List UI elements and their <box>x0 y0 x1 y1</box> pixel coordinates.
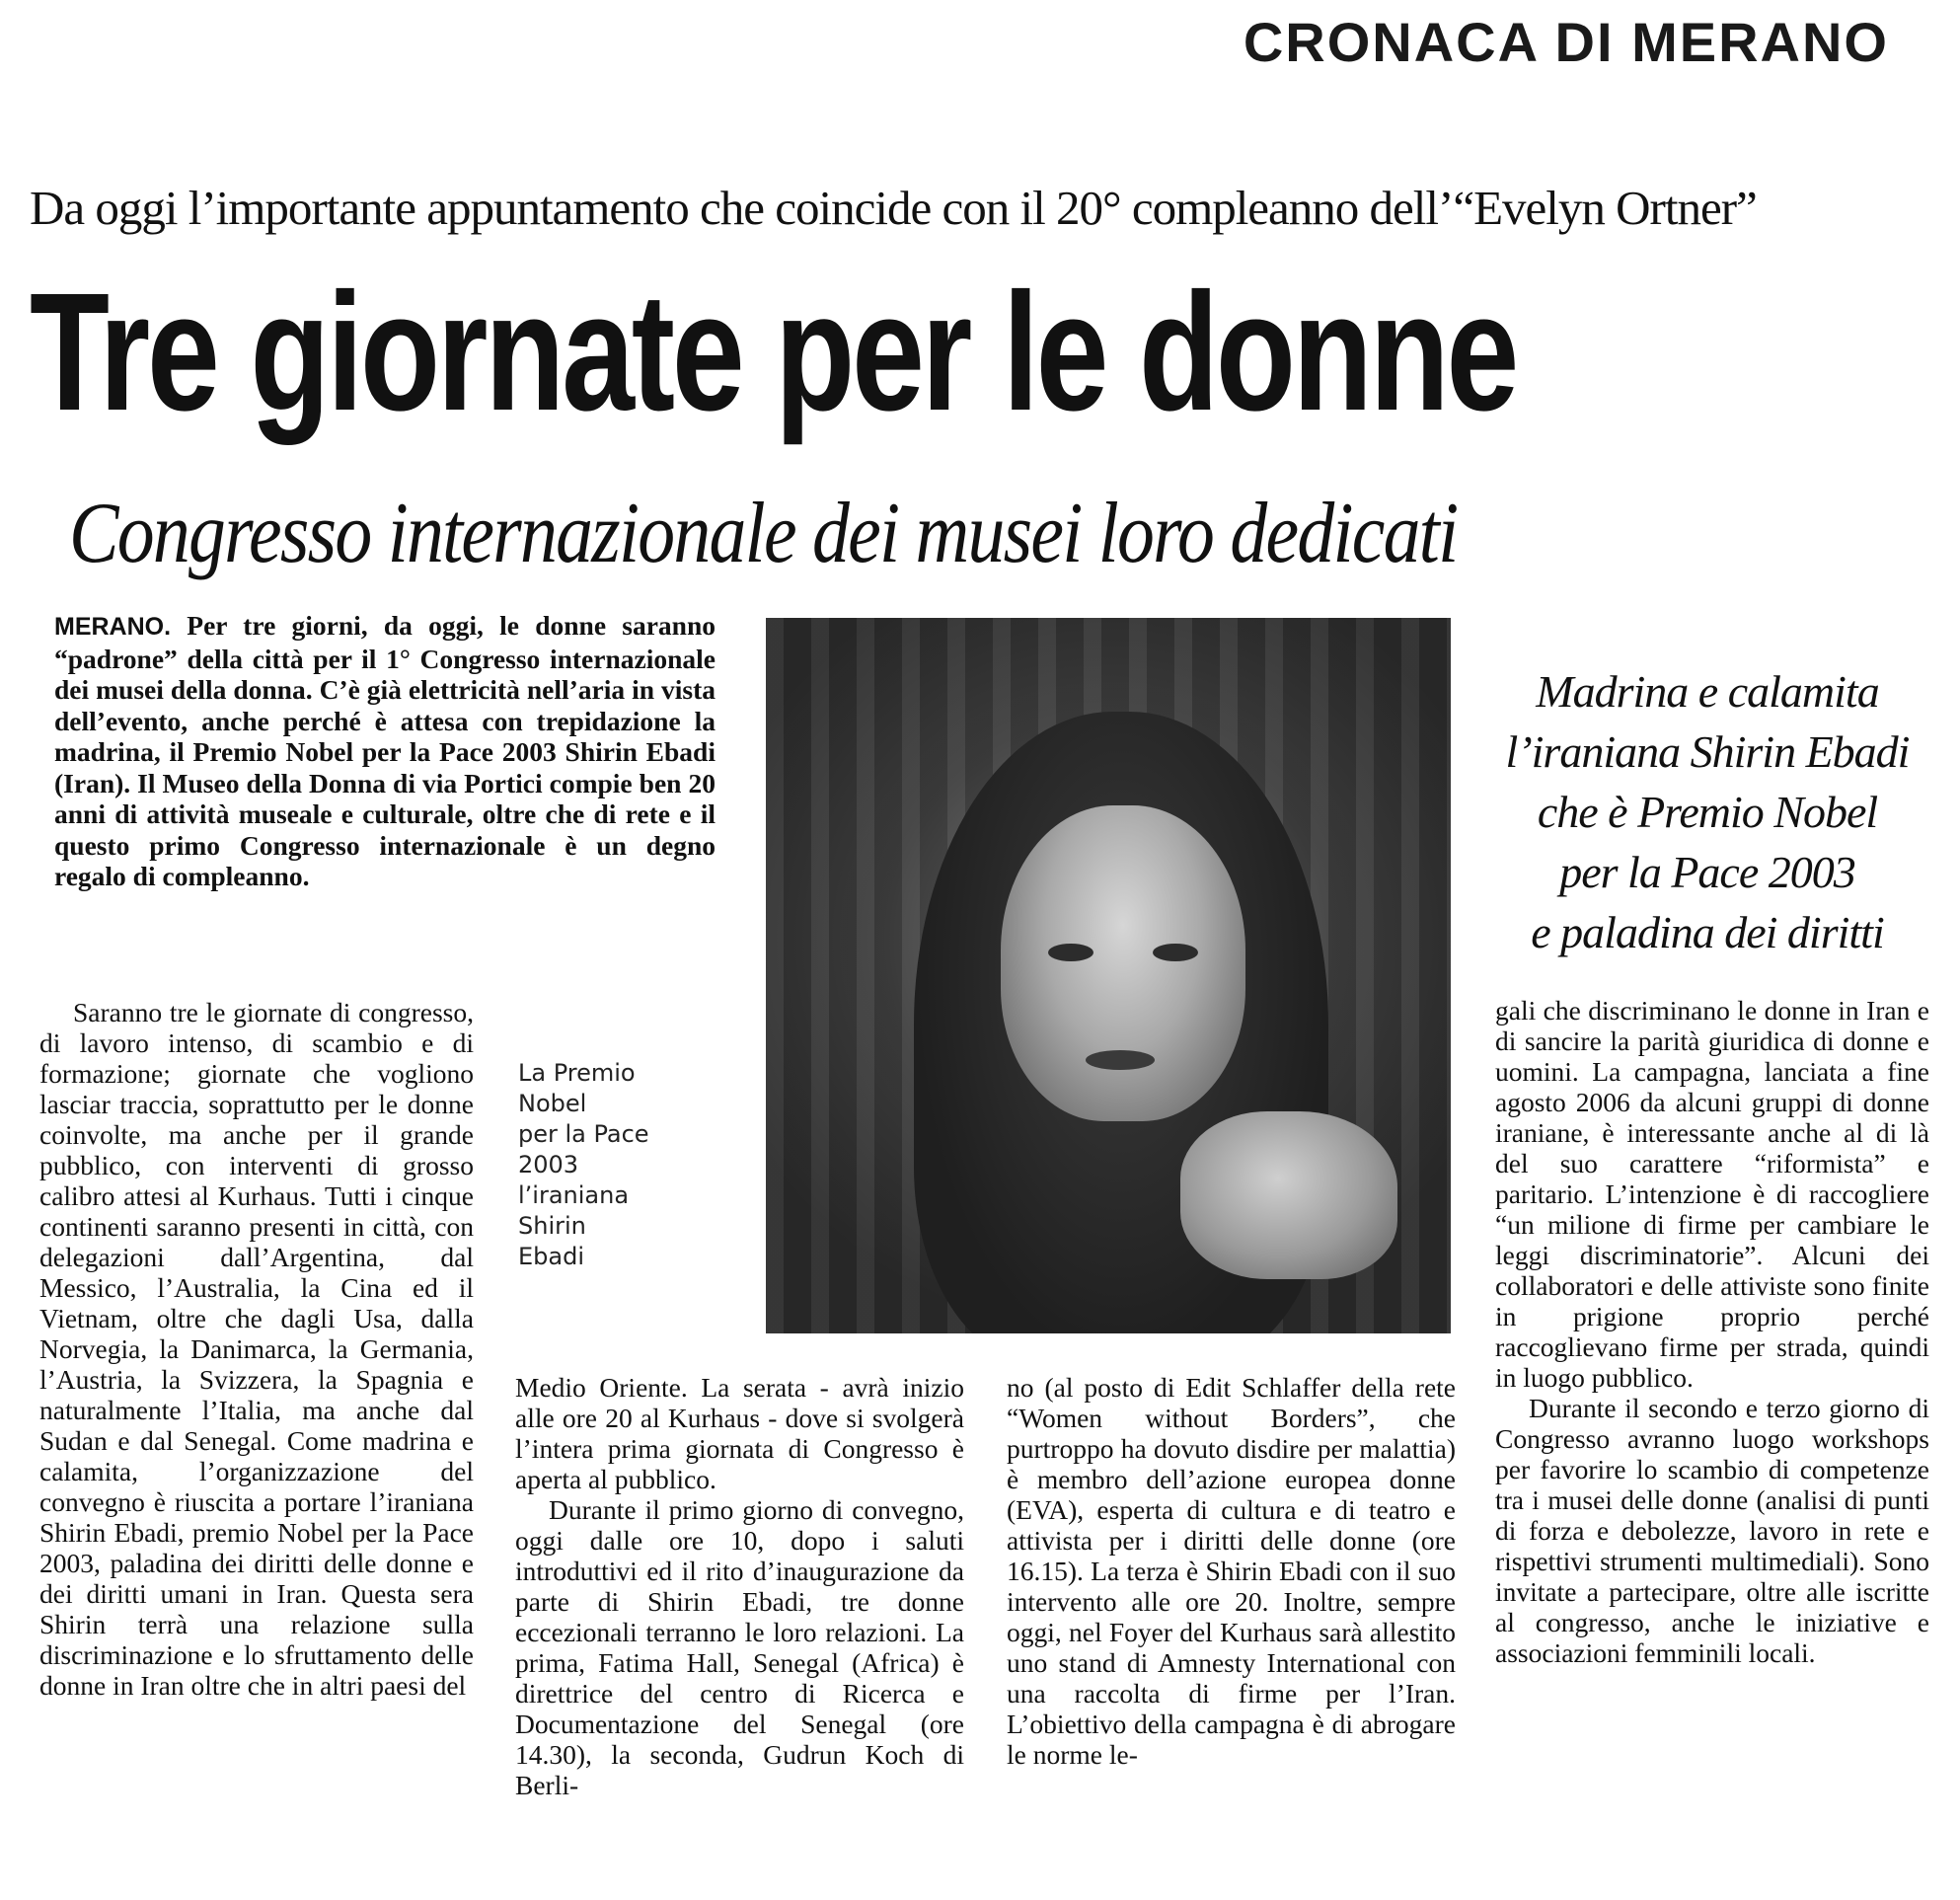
caption-line: per la Pace <box>518 1120 649 1148</box>
caption-line: Ebadi <box>518 1243 585 1270</box>
pull-quote <box>1485 661 1929 962</box>
caption-line: 2003 <box>518 1151 579 1178</box>
body-column-4 <box>1495 995 1929 1668</box>
lead-text: Per tre giorni, da oggi, le donne saranno “padrone” della città per il 1° Congresso internazionale dei musei della donna. C’è già elettricità nell’aria in vista dell’evento, anche perché è attesa con trepidazione la madrina, il Premio Nobel per la Pace 2003 Shirin Ebadi (Iran). Il Museo della Donna di via Portici compie ben 20 anni di attività museale e culturale, oltre che di rete e il questo primo Congresso internazionale è un degno regalo di compleanno. <box>54 610 716 891</box>
body-paragraph: gali che discriminano le donne in Iran e di sancire la parità giuridica di donne e uomini. La campagna, lanciata a fine agosto 2006 da alcuni gruppi di donne iraniane, è interessante anche al di là del suo carattere “riformista” e paritario. L’intenzione è di raccogliere “un milione di firme per cambiare le leggi discriminatorie”. Alcuni dei collaboratori e delle attiviste sono finite in prigione proprio perché raccoglievano firme per strada, quindi in luogo pubblico. <box>1495 995 1929 1393</box>
dateline: MERANO. <box>54 613 172 641</box>
photo-mouth <box>1086 1050 1155 1070</box>
body-column-2 <box>515 1372 964 1800</box>
photo-eye-left <box>1048 944 1093 961</box>
caption-line: Nobel <box>518 1090 587 1117</box>
pull-quote-line: per la Pace 2003 <box>1559 847 1855 897</box>
headline: Tre giornate per le donne <box>30 259 1517 446</box>
photo-face <box>1001 805 1245 1121</box>
body-paragraph: Medio Oriente. La serata - avrà inizio alle ore 20 al Kurhaus - dove si svolgerà l’intera prima giornata di Congresso è aperta al pubblico. <box>515 1372 964 1494</box>
body-paragraph: Saranno tre le giornate di congresso, di lavoro intenso, di scambio e di formazione; giornate che vogliono lasciar traccia, soprattutto per le donne coinvolte, ma anche per il grande pubblico, con interventi di grosso calibro attesi al Kurhaus. Tutti i cinque continenti saranno presenti in città, con delegazioni dall’Argentina, dal Messico, l’Australia, la Cina ed il Vietnam, oltre che dagli Usa, dalla Norvegia, la Danimarca, la Germania, l’Austria, la Svizzera, la Spagnia e naturalmente l’Italia, ma anche dal Sudan e dal Senegal. Come madrina e calamita, l’organizzazione del convegno è riuscita a portare l’iraniana Shirin Ebadi, premio Nobel per la Pace 2003, paladina dei diritti delle donne e dei diritti umani in Iran. Questa sera Shirin terrà una relazione sulla discriminazione e lo sfruttamento delle donne in Iran oltre che in altri paesi del <box>39 997 474 1701</box>
pull-quote-line: e paladina dei diritti <box>1531 907 1884 957</box>
photo-hand <box>1180 1111 1397 1279</box>
pull-quote-line: l’iraniana Shirin Ebadi <box>1505 726 1910 777</box>
photo-eye-right <box>1153 944 1198 961</box>
caption-line: La Premio <box>518 1059 636 1087</box>
body-paragraph: no (al posto di Edit Schlaffer della rete “Women without Borders”, che purtroppo ha dovuto disdire per malattia) è membro dell’azione europea donne (EVA), esperta di cultura e di teatro e attivista per i diritti delle donne (ore 16.15). La terza è Shirin Ebadi con il suo intervento alle ore 20. Inoltre, sempre oggi, nel Foyer del Kurhaus sarà allestito uno stand di Amnesty International con una raccolta di firme per l’Iran. L’obiettivo della campagna è di abrogare le norme le- <box>1007 1372 1456 1770</box>
subheadline: Congresso internazionale dei musei loro dedicati <box>69 486 1458 581</box>
lead-paragraph <box>54 610 716 892</box>
body-paragraph: Durante il primo giorno di convegno, oggi dalle ore 10, dopo i saluti introduttivi ed il rito d’inaugurazione da parte di Shirin Ebadi, tre donne eccezionali terranno le loro relazioni. La prima, Fatima Hall, Senegal (Africa) è direttrice del centro di Ricerca e Documentazione del Senegal (ore 14.30), la seconda, Gudrun Koch di Berli- <box>515 1494 964 1800</box>
body-paragraph: Durante il secondo e terzo giorno di Congresso avranno luogo workshops per favorire lo scambio di competenze tra i musei delle donne (analisi di punti di forza e debolezze, lavoro in rete e rispettivi strumenti multimediali). Sono invitate a partecipare, oltre alle iscritte al congresso, anche le iniziative e associazioni femminili locali. <box>1495 1393 1929 1668</box>
body-column-1 <box>39 997 474 1701</box>
section-title: CRONACA DI MERANO <box>1243 11 1889 73</box>
pull-quote-line: che è Premio Nobel <box>1537 787 1878 837</box>
caption-line: Shirin <box>518 1212 586 1240</box>
body-column-3 <box>1007 1372 1456 1770</box>
photo-caption <box>518 1058 676 1272</box>
kicker: Da oggi l’importante appuntamento che coincide con il 20° compleanno dell’“Evelyn Ortner” <box>30 181 1757 235</box>
caption-line: l’iraniana <box>518 1181 630 1209</box>
photo-shirin-ebadi <box>766 618 1451 1333</box>
pull-quote-line: Madrina e calamita <box>1536 666 1879 717</box>
